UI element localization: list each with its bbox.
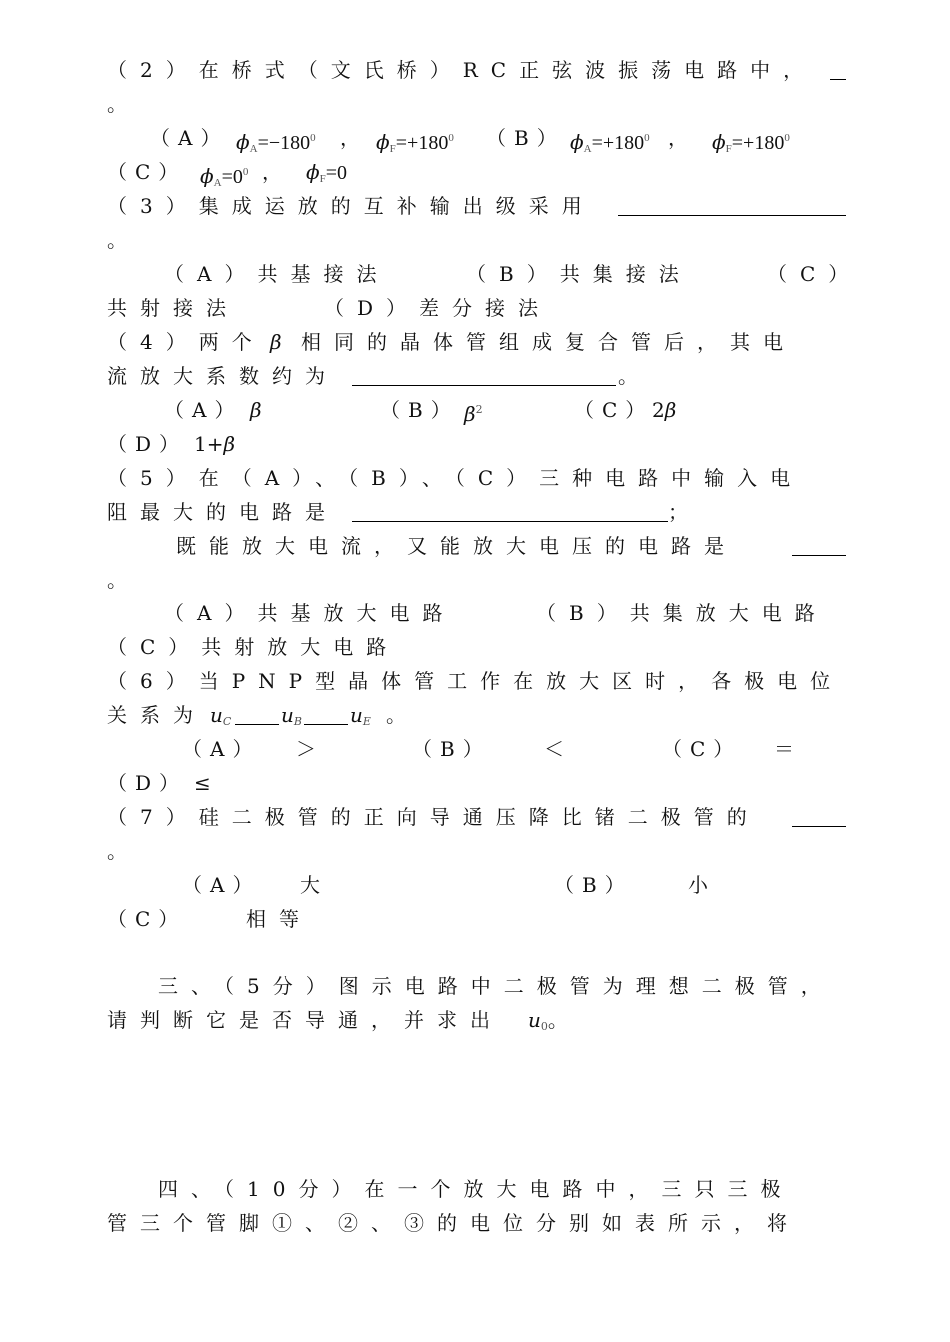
q5-stem-line-3 bbox=[0, 529, 950, 563]
superscript-0: 0 bbox=[310, 132, 316, 144]
q4-end: 。 bbox=[618, 364, 651, 388]
q5-answer-blank-1[interactable] bbox=[352, 499, 668, 522]
q6-option-c-value: ＝ bbox=[774, 737, 794, 761]
q3-stem-line bbox=[0, 189, 950, 223]
q2-option-c-phiF-value: =0 bbox=[325, 162, 348, 184]
u0-symbol bbox=[528, 1003, 568, 1044]
subscript-b: B bbox=[293, 715, 302, 728]
q7-option-b-label: （B） bbox=[554, 873, 633, 897]
q3-stem: （3）集成运放的互补输出级采用 bbox=[107, 194, 595, 218]
q7-answer-blank[interactable] bbox=[792, 804, 846, 827]
q2-stem-line bbox=[0, 53, 950, 87]
q5-stem-line-2 bbox=[0, 495, 950, 529]
q5-option-c: （C）共射放大电路 bbox=[107, 635, 400, 659]
q4-answer-blank[interactable] bbox=[352, 363, 616, 386]
q5-stem-line bbox=[0, 461, 950, 495]
q4-stem-b: 相同的晶体管组成复合管后，其电 bbox=[301, 330, 796, 354]
q5-option-a: （A）共基放大电路 bbox=[164, 601, 456, 625]
q7-stem-line bbox=[0, 800, 950, 834]
q3-end: 。 bbox=[107, 228, 127, 252]
q7-end: 。 bbox=[107, 839, 127, 863]
q2-option-a-separator: ， bbox=[340, 126, 360, 150]
phi-symbol: ϕ bbox=[200, 164, 214, 188]
q2-end: 。 bbox=[107, 92, 127, 116]
q7-option-c-value: 相等 bbox=[246, 907, 312, 931]
u-symbol: u bbox=[528, 1008, 541, 1032]
q4-option-d-label: （D） bbox=[107, 432, 188, 456]
sec4-heading: 四、（10分）在一个放大电路中，三只三极 bbox=[158, 1177, 794, 1201]
q7-option-a-value: 大 bbox=[300, 873, 320, 897]
q6-stem-line-2 bbox=[0, 698, 950, 732]
q3-option-b: （B）共集接法 bbox=[466, 262, 692, 286]
q4-option-d-line bbox=[0, 427, 950, 461]
q4-option-c-number: 2 bbox=[652, 398, 665, 422]
phi-symbol: ϕ bbox=[236, 130, 250, 154]
q4-stem-line-2 bbox=[0, 359, 950, 393]
q6-option-b-value: ＜ bbox=[544, 737, 564, 761]
subscript-f: F bbox=[725, 143, 732, 155]
sec3-line1 bbox=[0, 969, 950, 1003]
q6-stem2: 关系为 bbox=[107, 703, 206, 727]
q6-option-d-line bbox=[0, 766, 950, 800]
phi-symbol: ϕ bbox=[712, 130, 726, 154]
q7-end-line bbox=[0, 834, 950, 868]
subscript-e: E bbox=[362, 715, 371, 728]
phi-symbol: ϕ bbox=[306, 160, 320, 184]
q4-option-d-number: 1+ bbox=[194, 432, 224, 456]
q2-option-c-separator: ， bbox=[262, 160, 282, 184]
subscript-a: A bbox=[583, 143, 592, 155]
q5-stem3: 既能放大电流，又能放大电压的电路是 bbox=[176, 534, 737, 558]
q6-option-d-label: （D） bbox=[107, 771, 188, 795]
q2-stem: （2）在桥式（文氏桥）RC正弦波振荡电路中， bbox=[107, 58, 817, 82]
q5-stem: （5）在（A）、（B）、（C）三种电路中输入电 bbox=[107, 466, 804, 490]
q5-option-c-line bbox=[0, 630, 950, 664]
q3-option-d: （D）差分接法 bbox=[324, 296, 552, 320]
q5-end: 。 bbox=[107, 568, 127, 592]
q6-end: 。 bbox=[386, 703, 406, 727]
beta-symbol: β bbox=[664, 398, 677, 422]
u-symbol: u bbox=[350, 703, 363, 727]
subscript-0: 0 bbox=[540, 1020, 548, 1033]
phi-symbol: ϕ bbox=[376, 130, 390, 154]
sec3-end: 。 bbox=[547, 1008, 568, 1032]
q3-end-line bbox=[0, 223, 950, 257]
q3-options-abc bbox=[0, 257, 950, 291]
q2-option-c-label: （C） bbox=[107, 160, 187, 184]
q4-options-abc bbox=[0, 393, 950, 427]
q6-answer-blank-1[interactable] bbox=[235, 702, 279, 725]
q6-option-c-label: （C） bbox=[662, 737, 742, 761]
superscript-2: 2 bbox=[475, 403, 483, 416]
beta-symbol: β bbox=[223, 432, 236, 456]
q4-option-b-value bbox=[464, 393, 483, 431]
sec4-text: 管三个管脚①、②、③的电位分别如表所示，将 bbox=[107, 1211, 800, 1235]
q6-options-abc bbox=[0, 732, 950, 766]
q4-stem-a: （4）两个 bbox=[107, 330, 265, 354]
q3-option-c-text: 共射接法 bbox=[107, 296, 239, 320]
q6-stem-line bbox=[0, 664, 950, 698]
q3-option-c-label: （C） bbox=[767, 262, 862, 286]
superscript-0: 0 bbox=[448, 132, 454, 144]
q2-option-c-line bbox=[0, 155, 950, 189]
q4-stem2: 流放大系数约为 bbox=[107, 364, 338, 388]
q6-stem: （6）当PNP型晶体管工作在放大区时，各极电位 bbox=[107, 669, 844, 693]
q3-answer-blank[interactable] bbox=[618, 193, 846, 216]
q5-option-b: （B）共集放大电路 bbox=[536, 601, 828, 625]
q6-answer-blank-2[interactable] bbox=[304, 702, 348, 725]
q5-end-line bbox=[0, 563, 950, 597]
q6-option-a-value: ＞ bbox=[296, 737, 316, 761]
beta-symbol: β bbox=[464, 402, 476, 426]
sec3-heading: 三、（5分）图示电路中二极管为理想二极管， bbox=[158, 974, 834, 998]
q5-options-ab bbox=[0, 596, 950, 630]
q3-option-a: （A）共基接法 bbox=[164, 262, 390, 286]
q2-options-ab bbox=[0, 121, 950, 155]
subscript-a: A bbox=[213, 177, 222, 189]
q7-option-c-line bbox=[0, 902, 950, 936]
q7-option-a-label: （A） bbox=[182, 873, 261, 897]
q2-answer-blank[interactable] bbox=[830, 57, 846, 80]
phi-symbol: ϕ bbox=[570, 130, 584, 154]
beta-symbol: β bbox=[270, 330, 295, 354]
q7-option-c-label: （C） bbox=[107, 907, 187, 931]
q2-option-a-phiA-value: =−180 bbox=[257, 132, 311, 154]
superscript-0: 0 bbox=[784, 132, 790, 144]
q2-end-line bbox=[0, 87, 950, 121]
q2-option-b-separator: ， bbox=[668, 126, 688, 150]
q4-option-c-value bbox=[652, 393, 676, 427]
superscript-0: 0 bbox=[644, 132, 650, 144]
q6-option-d-value: ≤ bbox=[194, 771, 211, 795]
q2-option-a-label: （A） bbox=[150, 126, 229, 150]
q5-stem2: 阻最大的电路是 bbox=[107, 500, 338, 524]
q2-option-b-phiA-value: =+180 bbox=[591, 132, 645, 154]
q2-option-b-label: （B） bbox=[486, 126, 565, 150]
q6-option-b-label: （B） bbox=[412, 737, 491, 761]
q3-options-cd bbox=[0, 291, 950, 325]
q7-options-ab bbox=[0, 868, 950, 902]
q2-option-a-phiF-value: =+180 bbox=[395, 132, 449, 154]
q7-option-b-value: 小 bbox=[688, 873, 708, 897]
q4-option-c-label: （C） bbox=[574, 398, 654, 422]
q6-option-a-label: （A） bbox=[182, 737, 261, 761]
superscript-0: 0 bbox=[242, 166, 249, 178]
q4-option-d-value bbox=[194, 427, 235, 461]
sec3-text: 请判断它是否导通，并求出 bbox=[107, 1008, 503, 1032]
q2-option-c-phiA-value: =0 bbox=[221, 166, 243, 188]
sec3-line2 bbox=[0, 1003, 950, 1037]
subscript-a: A bbox=[249, 143, 258, 155]
sec4-line1 bbox=[0, 1172, 950, 1206]
u-symbol: u bbox=[281, 703, 294, 727]
subscript-f: F bbox=[389, 143, 396, 155]
subscript-c: C bbox=[222, 715, 232, 728]
q2-option-b-phiF-value: =+180 bbox=[731, 132, 785, 154]
q5-semicolon: ； bbox=[668, 500, 701, 524]
q4-option-b-label: （B） bbox=[380, 398, 459, 422]
q4-stem-line bbox=[0, 325, 950, 359]
q7-stem: （7）硅二极管的正向导通压降比锗二极管的 bbox=[107, 805, 760, 829]
sec4-line2 bbox=[0, 1206, 950, 1240]
beta-symbol: β bbox=[250, 398, 262, 422]
u-symbol: u bbox=[210, 703, 223, 727]
q4-option-a-label: （A） bbox=[164, 398, 243, 422]
subscript-f: F bbox=[319, 173, 326, 185]
q5-answer-blank-2[interactable] bbox=[792, 533, 846, 556]
